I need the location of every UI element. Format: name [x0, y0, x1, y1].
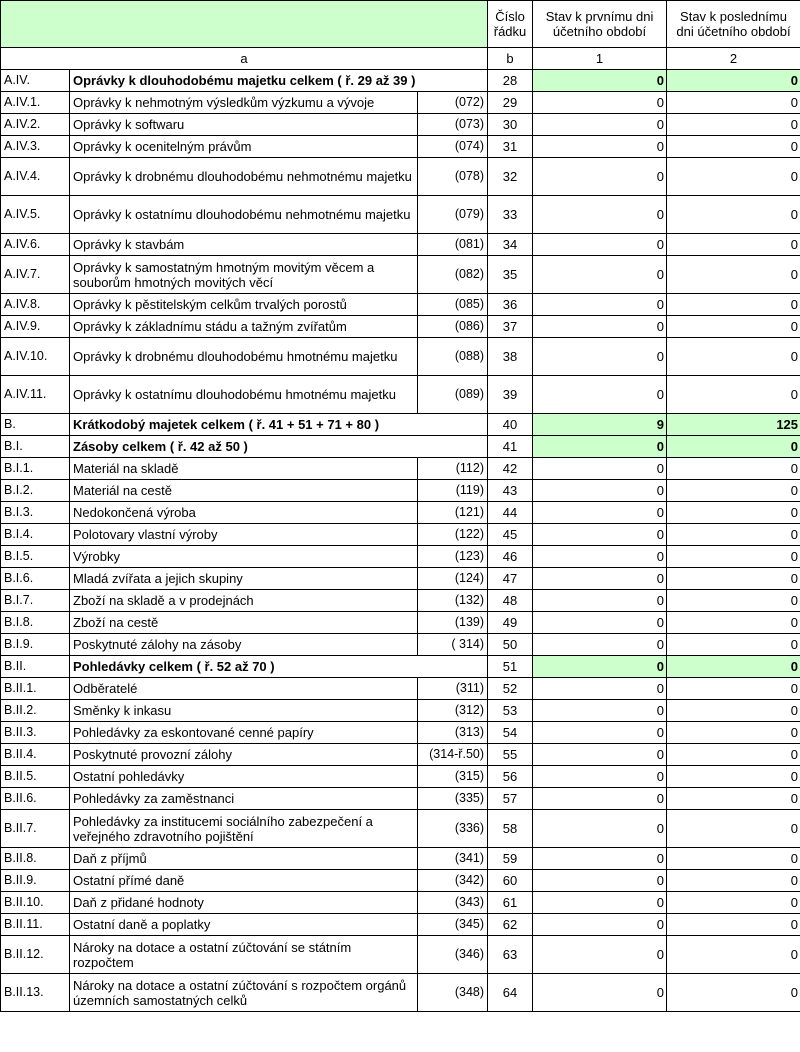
value-first-day: 0	[533, 634, 667, 656]
row-number: 31	[488, 136, 533, 158]
row-label: Pohledávky celkem ( ř. 52 až 70 )	[70, 656, 488, 678]
table-row	[1, 744, 800, 766]
row-label: Pohledávky za institucemi sociálního zabezpečení a veřejného zdravotního pojištění	[70, 810, 418, 848]
row-account: (078)	[418, 158, 488, 196]
row-number: 62	[488, 914, 533, 936]
value-first-day: 0	[533, 678, 667, 700]
value-first-day: 0	[533, 70, 667, 92]
value-last-day: 0	[667, 458, 800, 480]
value-first-day: 0	[533, 788, 667, 810]
row-account: (311)	[418, 678, 488, 700]
row-account: (121)	[418, 502, 488, 524]
row-code: B.I.6.	[1, 568, 70, 590]
row-code: B.I.3.	[1, 502, 70, 524]
value-last-day: 0	[667, 70, 800, 92]
row-label: Poskytnuté zálohy na zásoby	[70, 634, 418, 656]
row-code: B.II.9.	[1, 870, 70, 892]
table-row	[1, 788, 800, 810]
row-number: 42	[488, 458, 533, 480]
table-row	[1, 766, 800, 788]
row-code: B.II.10.	[1, 892, 70, 914]
row-account: (342)	[418, 870, 488, 892]
row-code: B.II.6.	[1, 788, 70, 810]
row-account: (123)	[418, 546, 488, 568]
row-number: 52	[488, 678, 533, 700]
row-number: 40	[488, 414, 533, 436]
value-first-day: 0	[533, 612, 667, 634]
value-first-day: 0	[533, 502, 667, 524]
row-number: 34	[488, 234, 533, 256]
value-last-day: 0	[667, 788, 800, 810]
row-label: Zboží na cestě	[70, 612, 418, 634]
value-first-day: 0	[533, 744, 667, 766]
value-first-day: 0	[533, 136, 667, 158]
row-account: (073)	[418, 114, 488, 136]
value-first-day: 0	[533, 914, 667, 936]
row-label: Ostatní pohledávky	[70, 766, 418, 788]
value-last-day: 0	[667, 700, 800, 722]
row-label: Zásoby celkem ( ř. 42 až 50 )	[70, 436, 488, 458]
table-row	[1, 848, 800, 870]
row-number: 46	[488, 546, 533, 568]
row-number: 48	[488, 590, 533, 612]
row-code: B.II.1.	[1, 678, 70, 700]
value-last-day: 0	[667, 546, 800, 568]
value-first-day: 0	[533, 848, 667, 870]
table-row	[1, 936, 800, 974]
row-account: (314-ř.50)	[418, 744, 488, 766]
row-code: B.I.1.	[1, 458, 70, 480]
row-account: (341)	[418, 848, 488, 870]
row-code: A.IV.4.	[1, 158, 70, 196]
row-code: B.II.	[1, 656, 70, 678]
subheader-a: a	[1, 48, 488, 70]
row-account: (348)	[418, 974, 488, 1012]
table-row	[1, 634, 800, 656]
col1-header: Stav k prvnímu dni účetního období	[533, 1, 667, 48]
value-last-day: 0	[667, 568, 800, 590]
row-code: B.II.3.	[1, 722, 70, 744]
value-first-day: 0	[533, 480, 667, 502]
row-number: 64	[488, 974, 533, 1012]
row-code: A.IV.9.	[1, 316, 70, 338]
row-account: (112)	[418, 458, 488, 480]
row-account: ( 314)	[418, 634, 488, 656]
row-label: Oprávky k samostatným hmotným movitým věcem a souborům hmotných movitých věcí	[70, 256, 418, 294]
header-row	[1, 1, 800, 48]
value-last-day: 0	[667, 936, 800, 974]
row-label: Oprávky k stavbám	[70, 234, 418, 256]
table-row	[1, 458, 800, 480]
row-code: B.	[1, 414, 70, 436]
row-code: B.II.2.	[1, 700, 70, 722]
value-first-day: 9	[533, 414, 667, 436]
row-code: B.II.13.	[1, 974, 70, 1012]
row-label: Ostatní přímé daně	[70, 870, 418, 892]
row-label: Poskytnuté provozní zálohy	[70, 744, 418, 766]
table-row	[1, 338, 800, 376]
value-last-day: 0	[667, 158, 800, 196]
row-number: 30	[488, 114, 533, 136]
table-row	[1, 974, 800, 1012]
row-number: 32	[488, 158, 533, 196]
table-row	[1, 892, 800, 914]
row-number: 58	[488, 810, 533, 848]
row-label: Materiál na cestě	[70, 480, 418, 502]
row-number: 53	[488, 700, 533, 722]
table-row	[1, 256, 800, 294]
row-code: A.IV.3.	[1, 136, 70, 158]
row-number: 44	[488, 502, 533, 524]
row-label: Směnky k inkasu	[70, 700, 418, 722]
value-first-day: 0	[533, 810, 667, 848]
row-label: Oprávky k pěstitelským celkům trvalých porostů	[70, 294, 418, 316]
table-row	[1, 414, 800, 436]
row-label: Oprávky k nehmotným výsledkům výzkumu a vývoje	[70, 92, 418, 114]
value-first-day: 0	[533, 974, 667, 1012]
row-number: 37	[488, 316, 533, 338]
row-number-header: Číslo řádku	[488, 1, 533, 48]
row-code: B.I.7.	[1, 590, 70, 612]
value-last-day: 0	[667, 114, 800, 136]
col2-header: Stav k poslednímu dni účetního období	[667, 1, 800, 48]
row-label: Oprávky k drobnému dlouhodobému nehmotnému majetku	[70, 158, 418, 196]
value-first-day: 0	[533, 294, 667, 316]
row-label: Pohledávky za zaměstnanci	[70, 788, 418, 810]
row-label: Zboží na skladě a v prodejnách	[70, 590, 418, 612]
row-number: 59	[488, 848, 533, 870]
row-number: 50	[488, 634, 533, 656]
value-first-day: 0	[533, 722, 667, 744]
row-code: A.IV.7.	[1, 256, 70, 294]
row-label: Oprávky k dlouhodobému majetku celkem ( ř. 29 až 39 )	[70, 70, 488, 92]
value-first-day: 0	[533, 870, 667, 892]
row-number: 45	[488, 524, 533, 546]
table-row	[1, 196, 800, 234]
table-row	[1, 700, 800, 722]
value-first-day: 0	[533, 92, 667, 114]
row-code: B.II.7.	[1, 810, 70, 848]
row-code: B.I.2.	[1, 480, 70, 502]
row-label: Materiál na skladě	[70, 458, 418, 480]
table-row	[1, 914, 800, 936]
value-last-day: 0	[667, 524, 800, 546]
table-row	[1, 92, 800, 114]
value-last-day: 0	[667, 766, 800, 788]
value-last-day: 0	[667, 722, 800, 744]
table-row	[1, 870, 800, 892]
table-row	[1, 294, 800, 316]
value-last-day: 0	[667, 136, 800, 158]
row-label: Ostatní daně a poplatky	[70, 914, 418, 936]
value-last-day: 0	[667, 316, 800, 338]
value-last-day: 0	[667, 744, 800, 766]
row-number: 54	[488, 722, 533, 744]
row-label: Oprávky k základnímu stádu a tažným zvířatům	[70, 316, 418, 338]
value-first-day: 0	[533, 700, 667, 722]
row-number: 28	[488, 70, 533, 92]
row-number: 60	[488, 870, 533, 892]
row-label: Nedokončená výroba	[70, 502, 418, 524]
table-row	[1, 656, 800, 678]
row-account: (119)	[418, 480, 488, 502]
row-number: 63	[488, 936, 533, 974]
row-account: (335)	[418, 788, 488, 810]
row-code: B.II.8.	[1, 848, 70, 870]
row-code: A.IV.	[1, 70, 70, 92]
value-last-day: 0	[667, 656, 800, 678]
table-row	[1, 612, 800, 634]
row-code: A.IV.10.	[1, 338, 70, 376]
table-row	[1, 436, 800, 458]
row-label: Oprávky k ostatnímu dlouhodobému nehmotnému majetku	[70, 196, 418, 234]
row-code: A.IV.8.	[1, 294, 70, 316]
value-first-day: 0	[533, 376, 667, 414]
row-account: (088)	[418, 338, 488, 376]
value-last-day: 0	[667, 294, 800, 316]
value-last-day: 0	[667, 436, 800, 458]
row-account: (072)	[418, 92, 488, 114]
row-number: 56	[488, 766, 533, 788]
row-label: Výrobky	[70, 546, 418, 568]
row-account: (313)	[418, 722, 488, 744]
row-number: 61	[488, 892, 533, 914]
table-row	[1, 810, 800, 848]
row-label: Krátkodobý majetek celkem ( ř. 41 + 51 + 71 + 80 )	[70, 414, 488, 436]
row-code: B.I.9.	[1, 634, 70, 656]
row-account: (312)	[418, 700, 488, 722]
value-last-day: 0	[667, 634, 800, 656]
row-account: (315)	[418, 766, 488, 788]
row-code: A.IV.2.	[1, 114, 70, 136]
value-first-day: 0	[533, 338, 667, 376]
value-last-day: 0	[667, 502, 800, 524]
value-last-day: 0	[667, 848, 800, 870]
row-number: 38	[488, 338, 533, 376]
row-label: Polotovary vlastní výroby	[70, 524, 418, 546]
table-row	[1, 502, 800, 524]
table-row	[1, 114, 800, 136]
value-last-day: 0	[667, 870, 800, 892]
value-last-day: 0	[667, 590, 800, 612]
value-last-day: 0	[667, 914, 800, 936]
value-last-day: 0	[667, 196, 800, 234]
row-number: 36	[488, 294, 533, 316]
row-account: (124)	[418, 568, 488, 590]
row-code: B.I.5.	[1, 546, 70, 568]
value-first-day: 0	[533, 546, 667, 568]
value-last-day: 125	[667, 414, 800, 436]
value-last-day: 0	[667, 92, 800, 114]
row-number: 43	[488, 480, 533, 502]
value-first-day: 0	[533, 766, 667, 788]
row-code: A.IV.6.	[1, 234, 70, 256]
table-row	[1, 524, 800, 546]
row-number: 33	[488, 196, 533, 234]
row-label: Nároky na dotace a ostatní zúčtování se státním rozpočtem	[70, 936, 418, 974]
subheader-2: 2	[667, 48, 800, 70]
subheader-1: 1	[533, 48, 667, 70]
value-first-day: 0	[533, 656, 667, 678]
row-label: Mladá zvířata a jejich skupiny	[70, 568, 418, 590]
table-row	[1, 316, 800, 338]
row-number: 51	[488, 656, 533, 678]
value-last-day: 0	[667, 612, 800, 634]
row-account: (336)	[418, 810, 488, 848]
row-account: (122)	[418, 524, 488, 546]
row-label: Pohledávky za eskontované cenné papíry	[70, 722, 418, 744]
row-account: (082)	[418, 256, 488, 294]
row-number: 55	[488, 744, 533, 766]
value-first-day: 0	[533, 256, 667, 294]
row-code: B.II.12.	[1, 936, 70, 974]
row-label: Oprávky k softwaru	[70, 114, 418, 136]
value-first-day: 0	[533, 936, 667, 974]
row-label: Oprávky k ocenitelným právům	[70, 136, 418, 158]
row-account: (086)	[418, 316, 488, 338]
row-account: (074)	[418, 136, 488, 158]
value-first-day: 0	[533, 158, 667, 196]
row-code: B.I.8.	[1, 612, 70, 634]
row-label: Daň z příjmů	[70, 848, 418, 870]
table-row	[1, 136, 800, 158]
row-code: B.I.	[1, 436, 70, 458]
table-row	[1, 568, 800, 590]
row-code: A.IV.5.	[1, 196, 70, 234]
row-number: 57	[488, 788, 533, 810]
row-number: 29	[488, 92, 533, 114]
value-first-day: 0	[533, 568, 667, 590]
row-number: 35	[488, 256, 533, 294]
value-last-day: 0	[667, 480, 800, 502]
table-row	[1, 376, 800, 414]
value-first-day: 0	[533, 590, 667, 612]
row-label: Nároky na dotace a ostatní zúčtování s rozpočtem orgánů územních samostatných celků	[70, 974, 418, 1012]
row-account: (085)	[418, 294, 488, 316]
header-blank-cell	[1, 1, 488, 48]
row-account: (132)	[418, 590, 488, 612]
table-row	[1, 480, 800, 502]
value-first-day: 0	[533, 196, 667, 234]
row-code: B.II.5.	[1, 766, 70, 788]
table-row	[1, 722, 800, 744]
value-first-day: 0	[533, 316, 667, 338]
value-last-day: 0	[667, 234, 800, 256]
row-number: 41	[488, 436, 533, 458]
value-last-day: 0	[667, 256, 800, 294]
row-account: (343)	[418, 892, 488, 914]
row-code: A.IV.11.	[1, 376, 70, 414]
value-last-day: 0	[667, 892, 800, 914]
row-code: B.II.4.	[1, 744, 70, 766]
value-last-day: 0	[667, 678, 800, 700]
row-label: Daň z přidané hodnoty	[70, 892, 418, 914]
value-first-day: 0	[533, 114, 667, 136]
subheader-b: b	[488, 48, 533, 70]
value-last-day: 0	[667, 810, 800, 848]
table-row	[1, 590, 800, 612]
row-account: (079)	[418, 196, 488, 234]
value-last-day: 0	[667, 376, 800, 414]
table-row	[1, 70, 800, 92]
row-account: (346)	[418, 936, 488, 974]
row-code: B.I.4.	[1, 524, 70, 546]
row-label: Oprávky k ostatnímu dlouhodobému hmotnému majetku	[70, 376, 418, 414]
value-first-day: 0	[533, 234, 667, 256]
row-code: A.IV.1.	[1, 92, 70, 114]
row-label: Odběratelé	[70, 678, 418, 700]
row-account: (139)	[418, 612, 488, 634]
table-row	[1, 158, 800, 196]
row-account: (081)	[418, 234, 488, 256]
value-first-day: 0	[533, 524, 667, 546]
value-first-day: 0	[533, 458, 667, 480]
row-account: (089)	[418, 376, 488, 414]
row-number: 39	[488, 376, 533, 414]
row-account: (345)	[418, 914, 488, 936]
row-number: 49	[488, 612, 533, 634]
table-row	[1, 234, 800, 256]
table-row	[1, 678, 800, 700]
row-label: Oprávky k drobnému dlouhodobému hmotnému majetku	[70, 338, 418, 376]
value-last-day: 0	[667, 974, 800, 1012]
value-first-day: 0	[533, 892, 667, 914]
row-number: 47	[488, 568, 533, 590]
value-last-day: 0	[667, 338, 800, 376]
table-row	[1, 546, 800, 568]
row-code: B.II.11.	[1, 914, 70, 936]
value-first-day: 0	[533, 436, 667, 458]
subheader-row	[1, 48, 800, 70]
table-body	[1, 70, 800, 1012]
